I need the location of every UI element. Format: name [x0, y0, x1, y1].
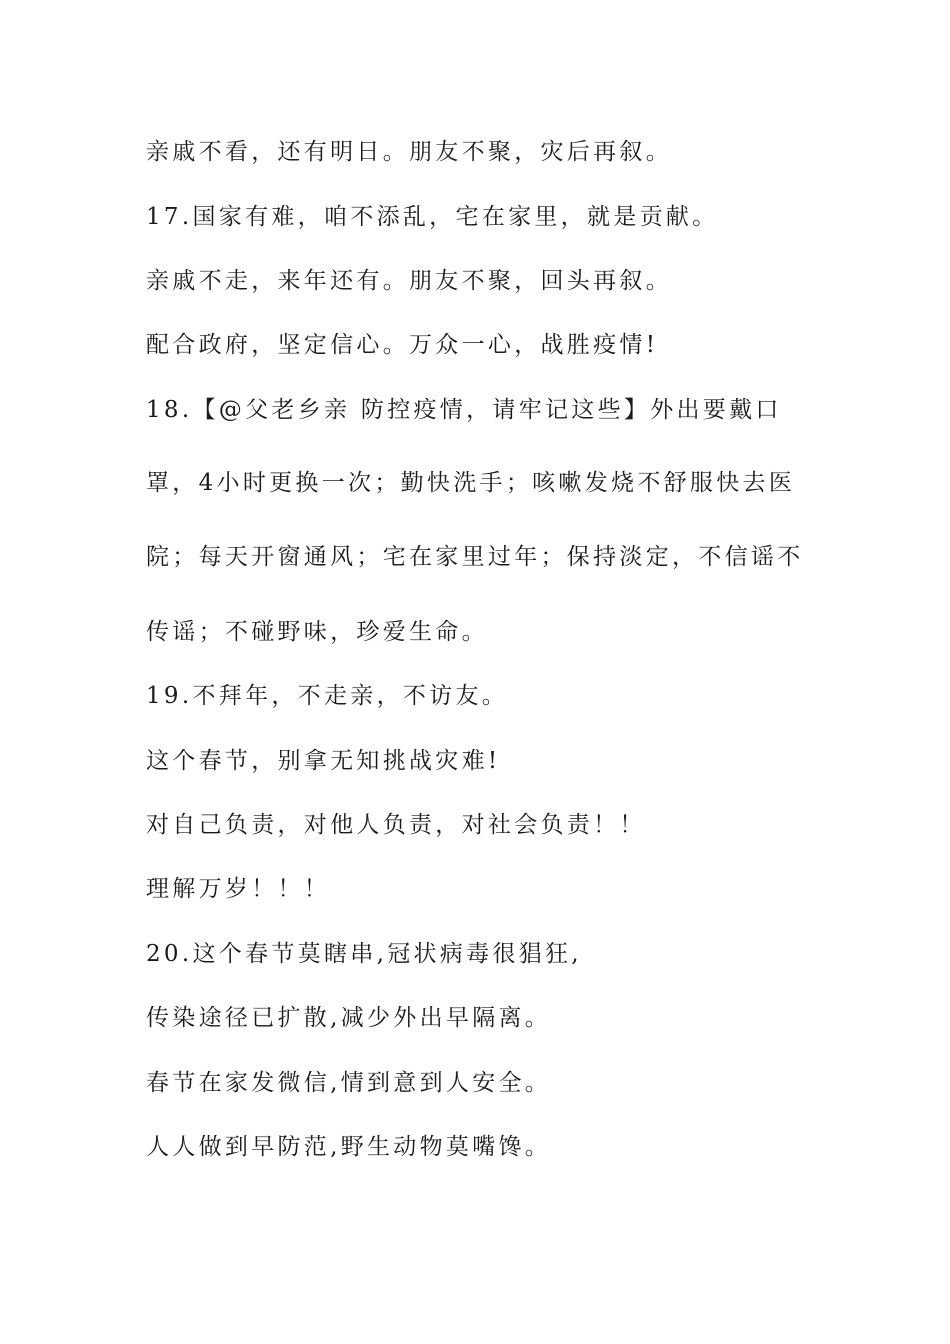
text-line: 19.不拜年，不走亲，不访友。	[146, 683, 509, 709]
text-line: 理解万岁！！！	[146, 876, 331, 902]
text-line: 对自己负责，对他人负责，对社会负责！！	[146, 812, 646, 838]
text-line: 18.【@父老乡亲 防控疫情，请牢记这些】外出要戴口	[146, 397, 782, 423]
text-line: 这个春节，别拿无知挑战灾难!	[146, 748, 501, 774]
text-line: 17.国家有难，咱不添乱，宅在家里，就是贡献。	[146, 204, 719, 230]
text-line: 院；每天开窗通风；宅在家里过年；保持淡定，不信谣不	[146, 544, 804, 570]
text-line: 传谣；不碰野味，珍爱生命。	[146, 619, 488, 645]
text-line: 人人做到早防范,野生动物莫嘴馋。	[146, 1134, 552, 1160]
text-line: 亲戚不走，来年还有。朋友不聚，回头再叙。	[146, 268, 672, 294]
text-line: 配合政府，坚定信心。万众一心，战胜疫情!	[146, 332, 659, 358]
text-line: 罩，4小时更换一次；勤快洗手；咳嗽发烧不舒服快去医	[146, 470, 796, 496]
text-line: 亲戚不看，还有明日。朋友不聚，灾后再叙。	[146, 139, 672, 165]
text-line: 春节在家发微信,情到意到人安全。	[146, 1070, 552, 1096]
text-line: 20.这个春节莫瞎串,冠状病毒很猖狂,	[146, 941, 582, 967]
text-line: 传染途径已扩散,减少外出早隔离。	[146, 1005, 552, 1031]
